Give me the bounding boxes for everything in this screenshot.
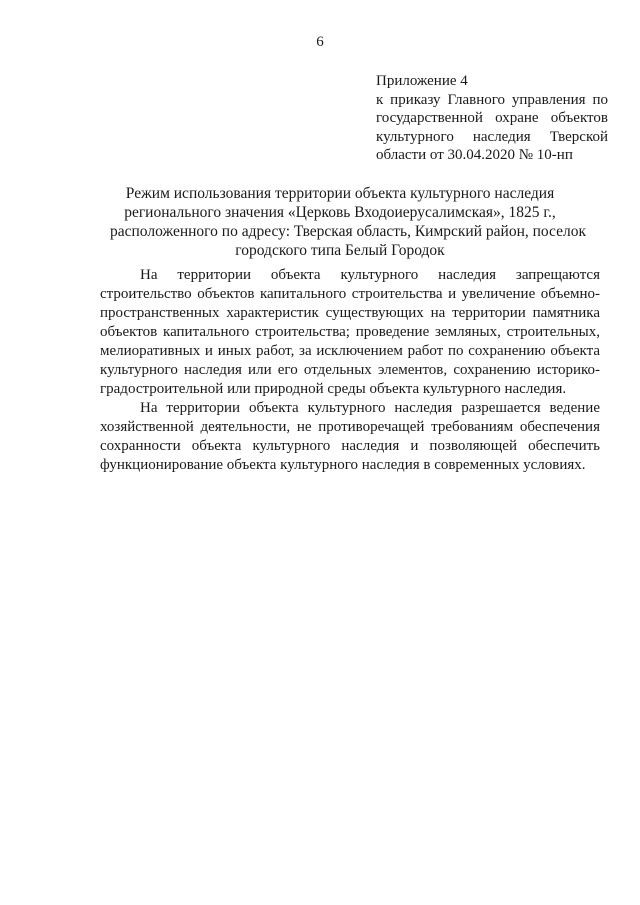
paragraph-line: На территории объекта культурного наследия запрещаются [140,267,600,283]
paragraph-line: На территории объекта культурного наследия разрешается ведение [140,400,600,416]
title-line: расположенного по адресу: Тверская область, Кимрский район, поселок [110,223,587,240]
title-line: регионального значения «Церковь Входоиерусалимская», 1825 г., [124,204,556,221]
paragraph-line: строительство объектов капитального строительства и увеличение объемно- [100,286,600,302]
appendix-line: культурного наследия Тверской [376,128,608,145]
title-line: Режим использования территории объекта культурного наследия [125,185,555,202]
appendix-header [376,72,608,165]
paragraph-line: градостроительной или природной среды объекта культурного наследия. [100,381,567,397]
body-text [100,266,600,475]
paragraph-line: пространственных характеристик существующих на территории памятника [100,305,600,321]
title-line: городского типа Белый Городок [235,242,445,259]
paragraph-prohibitions [100,266,600,399]
paragraph-line: культурного наследия или его отдельных элементов, сохранению историко- [100,362,600,378]
paragraph-line: сохранности объекта культурного наследия и позволяющей обеспечить [100,438,600,454]
appendix-title: Приложение 4 [376,73,468,89]
paragraph-line: функционирование объекта культурного наследия в современных условиях. [100,457,586,473]
paragraph-line: хозяйственной деятельности, не противоречащей требованиям обеспечения [100,419,600,435]
paragraph-permissions [100,399,600,475]
document-title [110,184,587,260]
appendix-line: области от 30.04.2020 № 10-нп [376,147,573,163]
paragraph-line: объектов капитального строительства; проведение земляных, строительных, [100,324,600,340]
page-number: 6 [316,34,324,50]
paragraph-line: мелиоративных и иных работ, за исключением работ по сохранению объекта [100,343,600,359]
appendix-line: к приказу Главного управления по [376,91,608,108]
appendix-line: государственной охране объектов [376,110,608,126]
